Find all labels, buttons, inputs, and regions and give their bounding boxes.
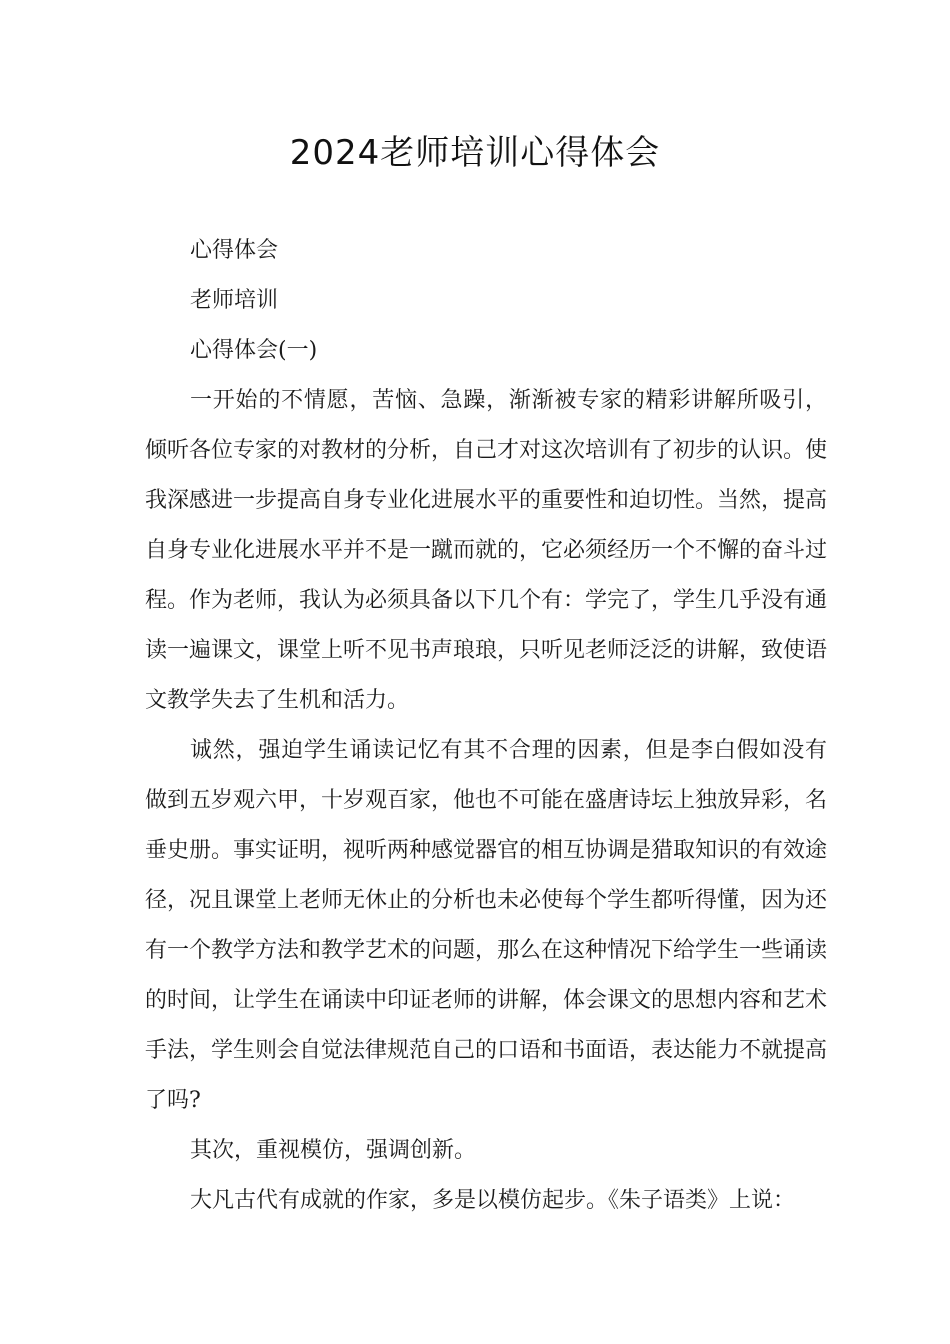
paragraph-heading-2: 老师培训 [190, 288, 279, 313]
paragraph-heading-3: 心得体会(一) [190, 338, 318, 363]
paragraph: 大凡古代有成就的作家，多是以模仿起步。《朱子语类》上说： [190, 1188, 796, 1213]
document-body [145, 226, 827, 1226]
paragraph: 诚然，强迫学生诵读记忆有其不合理的因素，但是李白假如没有做到五岁观六甲，十岁观百家，他也不可能在盛唐诗坛上独放异彩，名垂史册。事实证明，视听两种感觉器官的相互协调是猎取知识的有效途径，况且课堂上老师无休止的分析也未必使每个学生都听得懂，因为还有一个教学方法和教学艺术的问题，那么在这种情况下给学生一些诵读的时间，让学生在诵读中印证老师的讲解，体会课文的思想内容和艺术手法，学生则会自觉法律规范自己的口语和书面语，表达能力不就提高了吗? [145, 738, 828, 1113]
paragraph: 一开始的不情愿，苦恼、急躁，渐渐被专家的精彩讲解所吸引，倾听各位专家的对教材的分析，自己才对这次培训有了初步的认识。使我深感进一步提高自身专业化进展水平的重要性和迫切性。当然，提高自身专业化进展水平并不是一蹴而就的，它必须经历一个不懈的奋斗过程。作为老师，我认为必须具备以下几个有：学完了，学生几乎没有通读一遍课文，课堂上听不见书声琅琅，只听见老师泛泛的讲解，致使语文教学失去了生机和活力。 [145, 388, 828, 713]
document-title: 2024老师培训心得体会 [289, 133, 661, 173]
paragraph-heading-1: 心得体会 [190, 238, 279, 263]
paragraph: 其次，重视模仿，强调创新。 [190, 1138, 477, 1163]
